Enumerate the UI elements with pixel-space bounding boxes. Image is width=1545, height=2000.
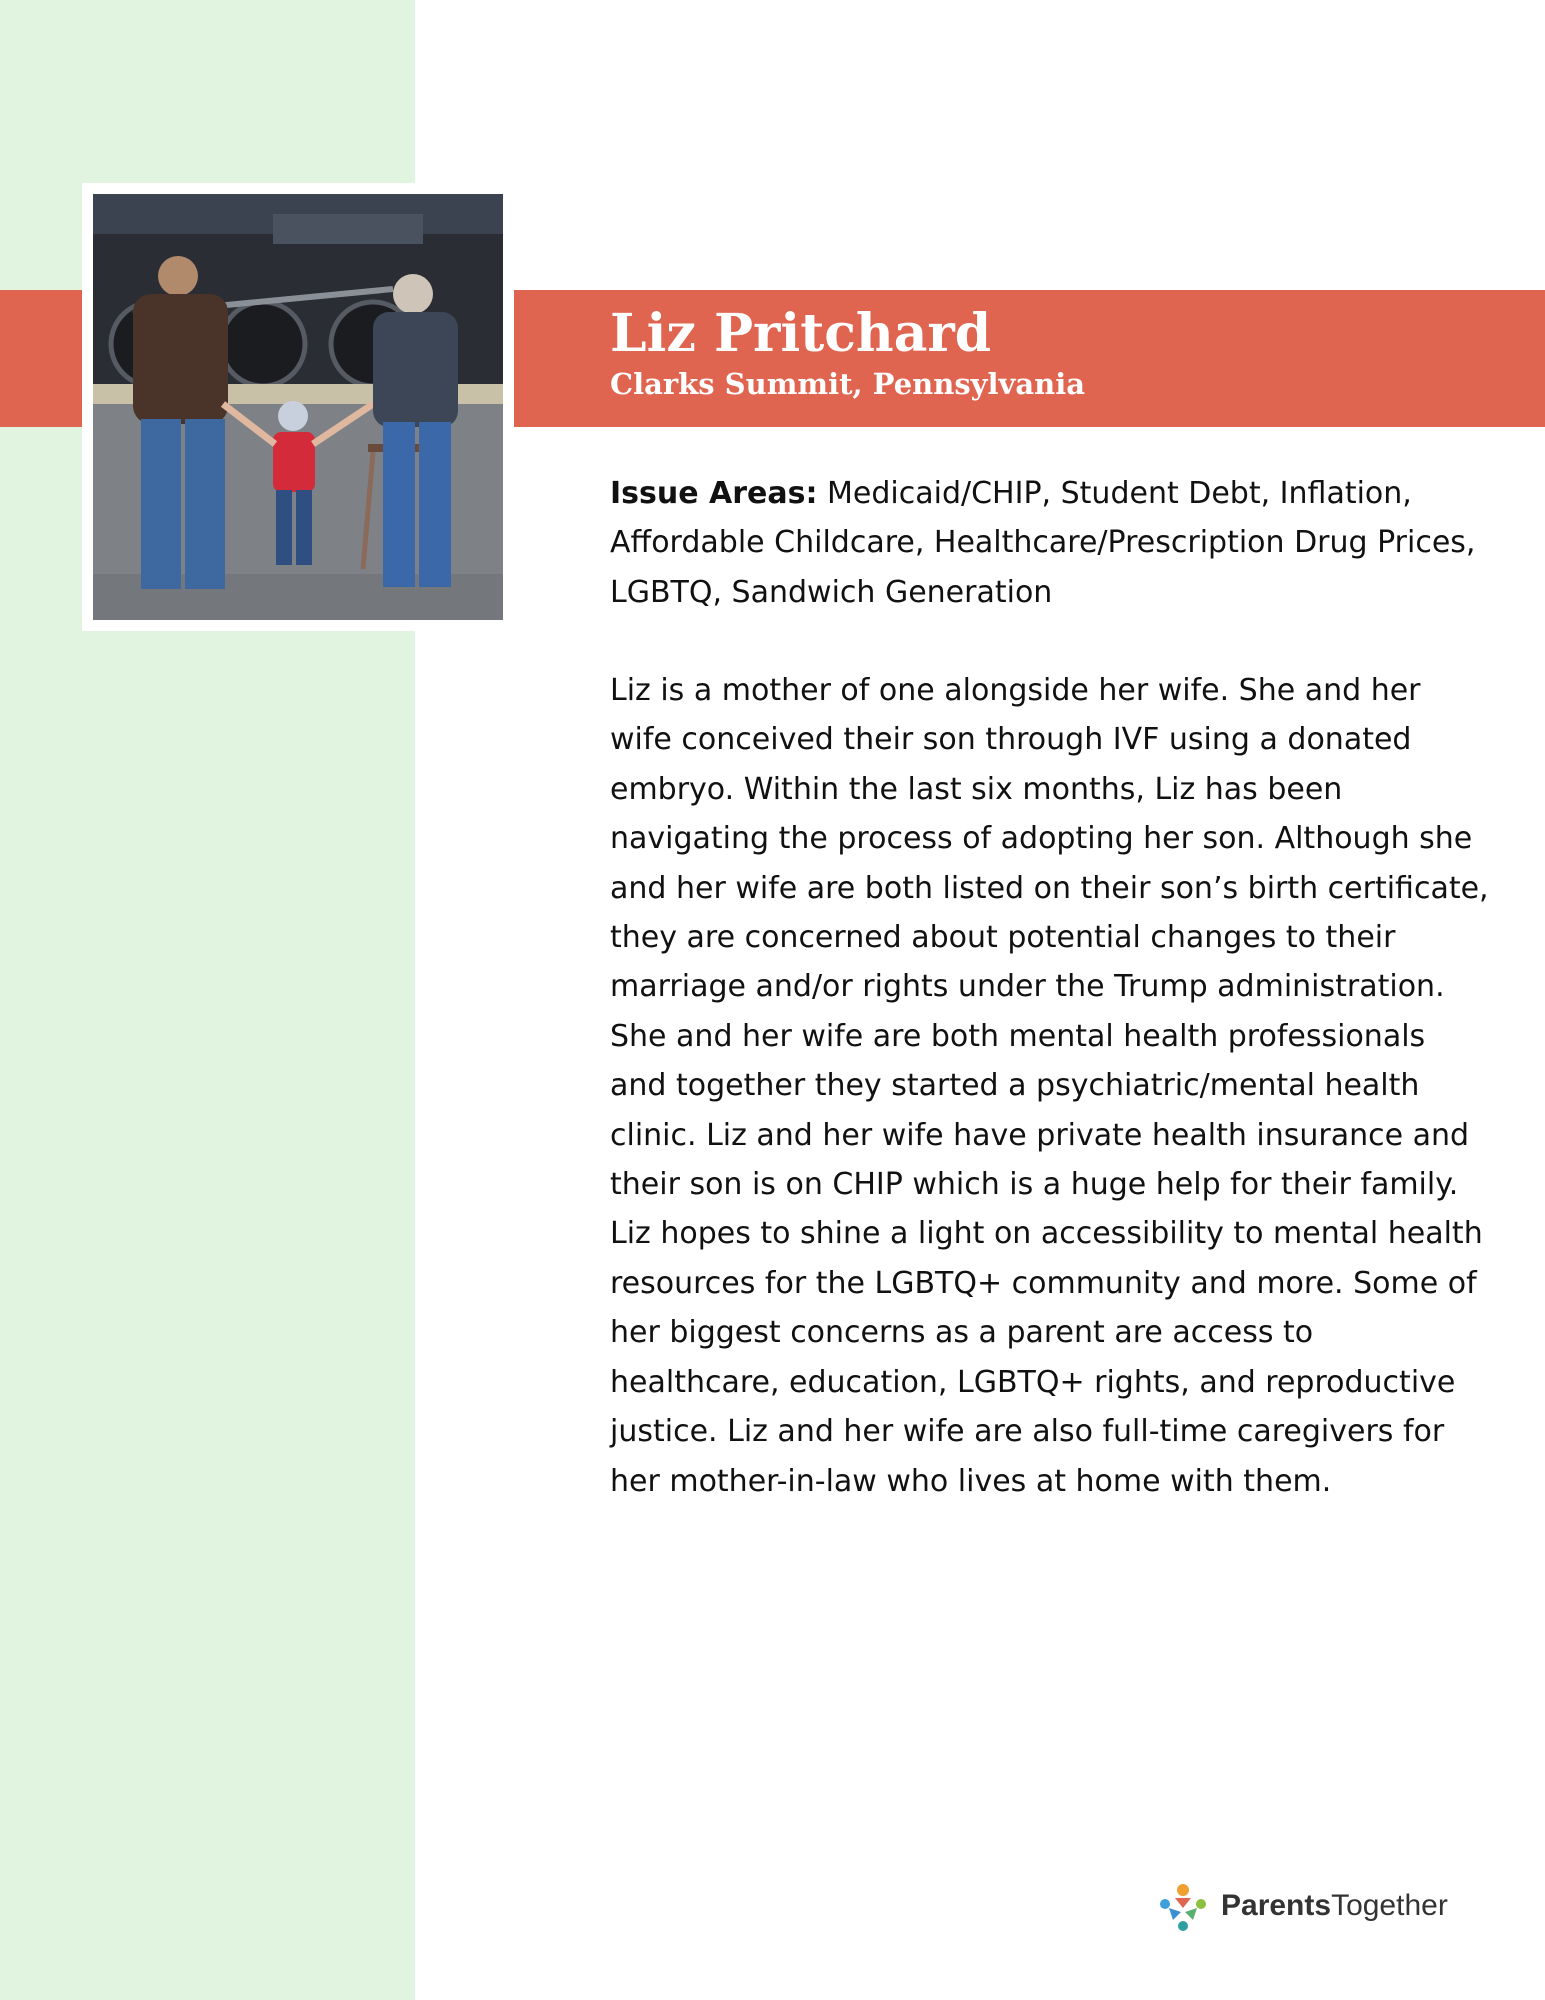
logo-text-regular: Together [1331, 1889, 1448, 1922]
parentstogether-logo [1155, 1878, 1448, 1934]
issue-areas [610, 469, 1490, 617]
person-name: Liz Pritchard [610, 303, 992, 364]
profile-photo-frame [82, 183, 514, 631]
person-location: Clarks Summit, Pennsylvania [610, 367, 1086, 401]
logo-mark-icon [1155, 1878, 1211, 1934]
logo-text-bold: Parents [1221, 1889, 1332, 1922]
issue-areas-text: Medicaid/CHIP, Student Debt, Inflation, Affordable Childcare, Healthcare/Prescription Drug Prices, LGBTQ, Sandwich Generation [610, 476, 1476, 610]
issue-areas-label: Issue Areas: [610, 476, 818, 511]
bio-paragraph: Liz is a mother of one alongside her wife. She and her wife conceived their son through IVF using a donated embryo. Within the last six months, Liz has been navigating the process of adopting her son. Although she and her wife are both listed on their son’s birth certificate, they are concerned about potential changes to their marriage and/or rights under the Trump administration. She and her wife are both mental health professionals and together they started a psychiatric/mental health clinic. Liz and her wife have private health insurance and their son is on CHIP which is a huge help for their family. Liz hopes to shine a light on accessibility to mental health resources for the LGBTQ+ community and more. Some of her biggest concerns as a parent are access to healthcare, education, LGBTQ+ rights, and reproductive justice. Liz and her wife are also full-time caregivers for her mother-in-law who lives at home with them. [610, 673, 1489, 1499]
profile-photo [93, 194, 503, 620]
